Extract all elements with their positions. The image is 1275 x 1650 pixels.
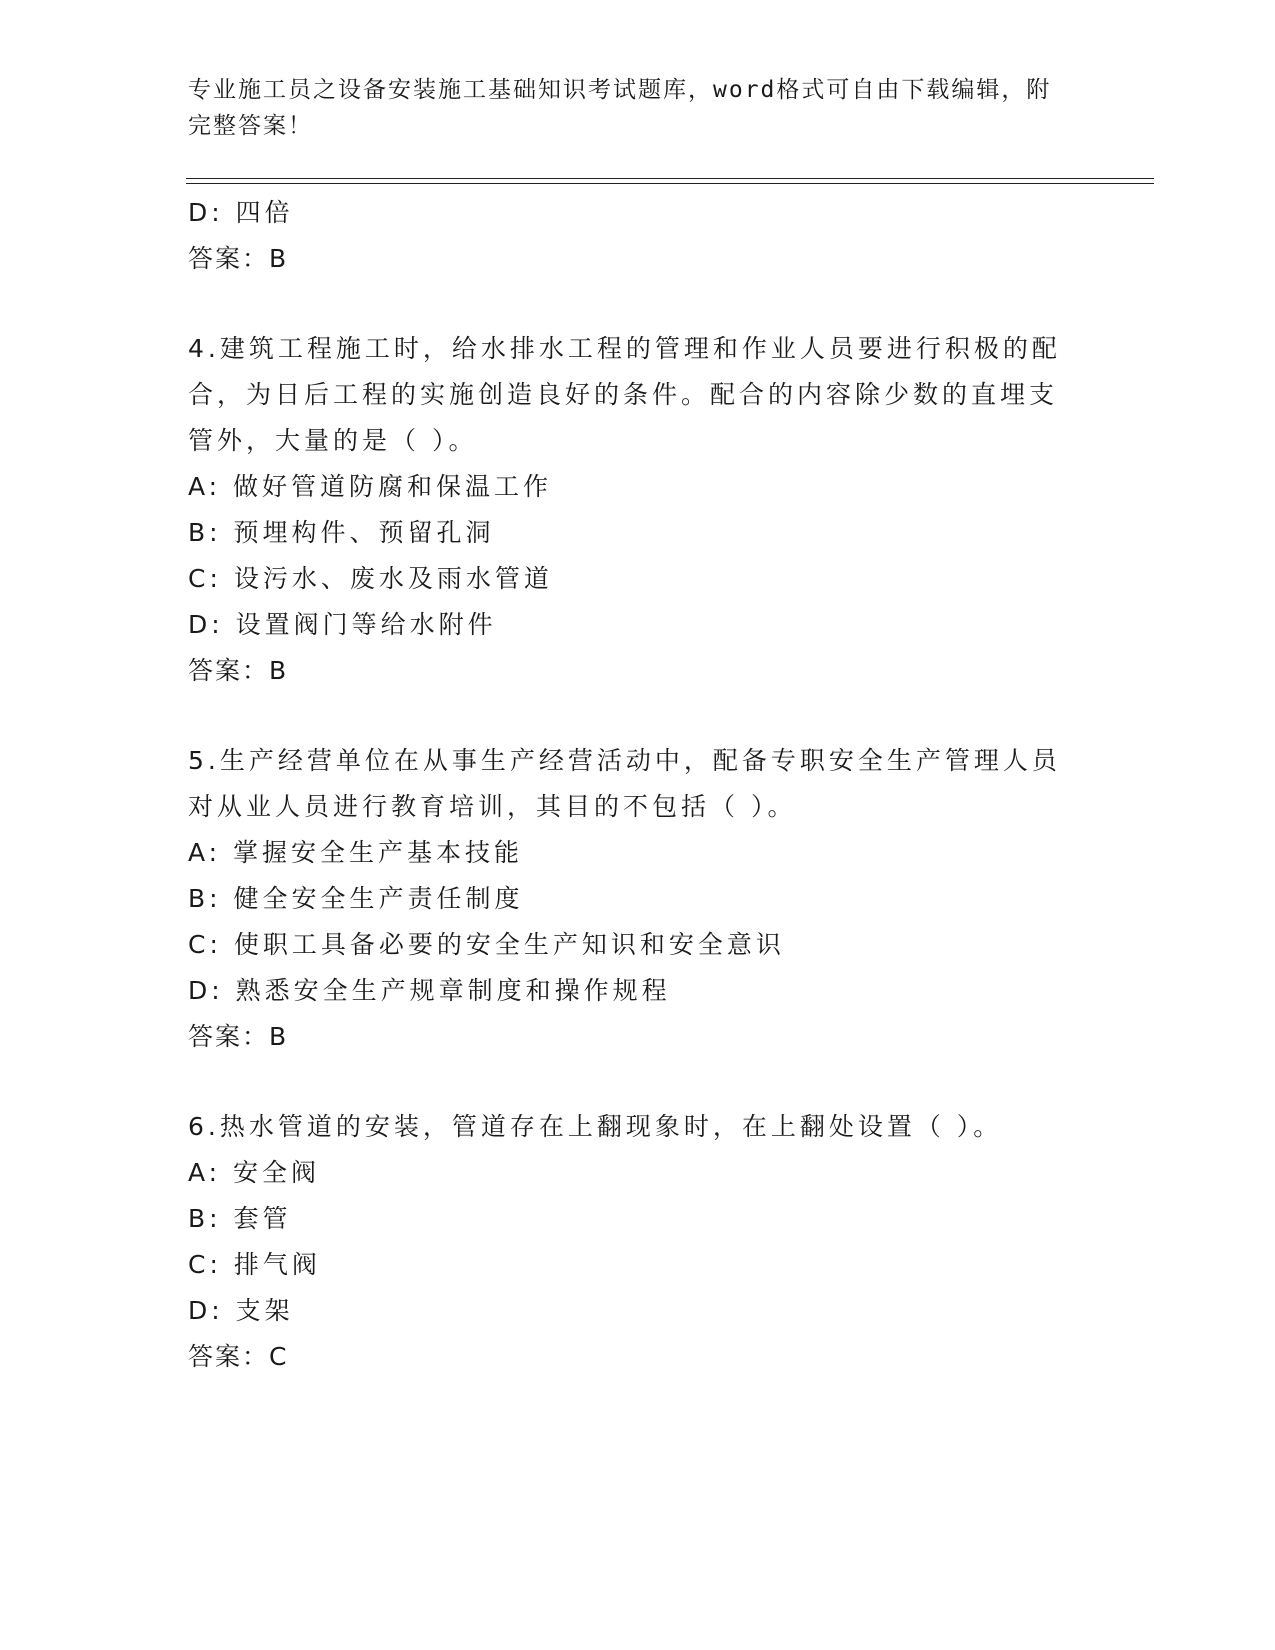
option-c: C: 使职工具备必要的安全生产知识和安全意识 <box>188 930 785 959</box>
option-a: A: 做好管道防腐和保温工作 <box>188 472 553 501</box>
question-6 <box>188 1104 1078 1380</box>
document-body <box>188 190 1078 1380</box>
spacer <box>188 1060 1078 1104</box>
option-a: A: 安全阀 <box>188 1158 321 1187</box>
header-divider-top <box>186 178 1154 179</box>
option-d: D: 设置阀门等给水附件 <box>188 610 497 639</box>
previous-question-tail <box>188 190 1078 282</box>
answer-line: 答案：B <box>188 656 289 685</box>
option-d: D: 支架 <box>188 1296 294 1325</box>
header-divider-bottom <box>186 183 1154 184</box>
option-d: D: 熟悉安全生产规章制度和操作规程 <box>188 976 671 1005</box>
answer-line: 答案：C <box>188 1342 289 1371</box>
option-b: B: 套管 <box>188 1204 292 1233</box>
option-c: C: 排气阀 <box>188 1250 321 1279</box>
option-c: C: 设污水、废水及雨水管道 <box>188 564 553 593</box>
option-b: B: 健全安全生产责任制度 <box>188 884 524 913</box>
question-text: 4.建筑工程施工时，给水排水工程的管理和作业人员要进行积极的配合，为日后工程的实施创造良好的条件。配合的内容除少数的直埋支管外，大量的是（ ）。 <box>188 334 1061 455</box>
answer-line: 答案：B <box>188 1022 289 1051</box>
option-a: A: 掌握安全生产基本技能 <box>188 838 524 867</box>
question-5 <box>188 738 1078 1060</box>
option-d: D: 四倍 <box>188 198 294 227</box>
question-text: 6.热水管道的安装，管道存在上翻现象时，在上翻处设置（ ）。 <box>188 1112 1003 1141</box>
question-4 <box>188 326 1078 694</box>
spacer <box>188 694 1078 738</box>
answer-line: 答案：B <box>188 244 289 273</box>
spacer <box>188 282 1078 326</box>
question-text: 5.生产经营单位在从事生产经营活动中，配备专职安全生产管理人员对从业人员进行教育培训，其目的不包括（ ）。 <box>188 746 1061 821</box>
option-b: B: 预埋构件、预留孔洞 <box>188 518 495 547</box>
document-header: 专业施工员之设备安装施工基础知识考试题库，word格式可自由下载编辑，附完整答案！ <box>188 77 1052 139</box>
